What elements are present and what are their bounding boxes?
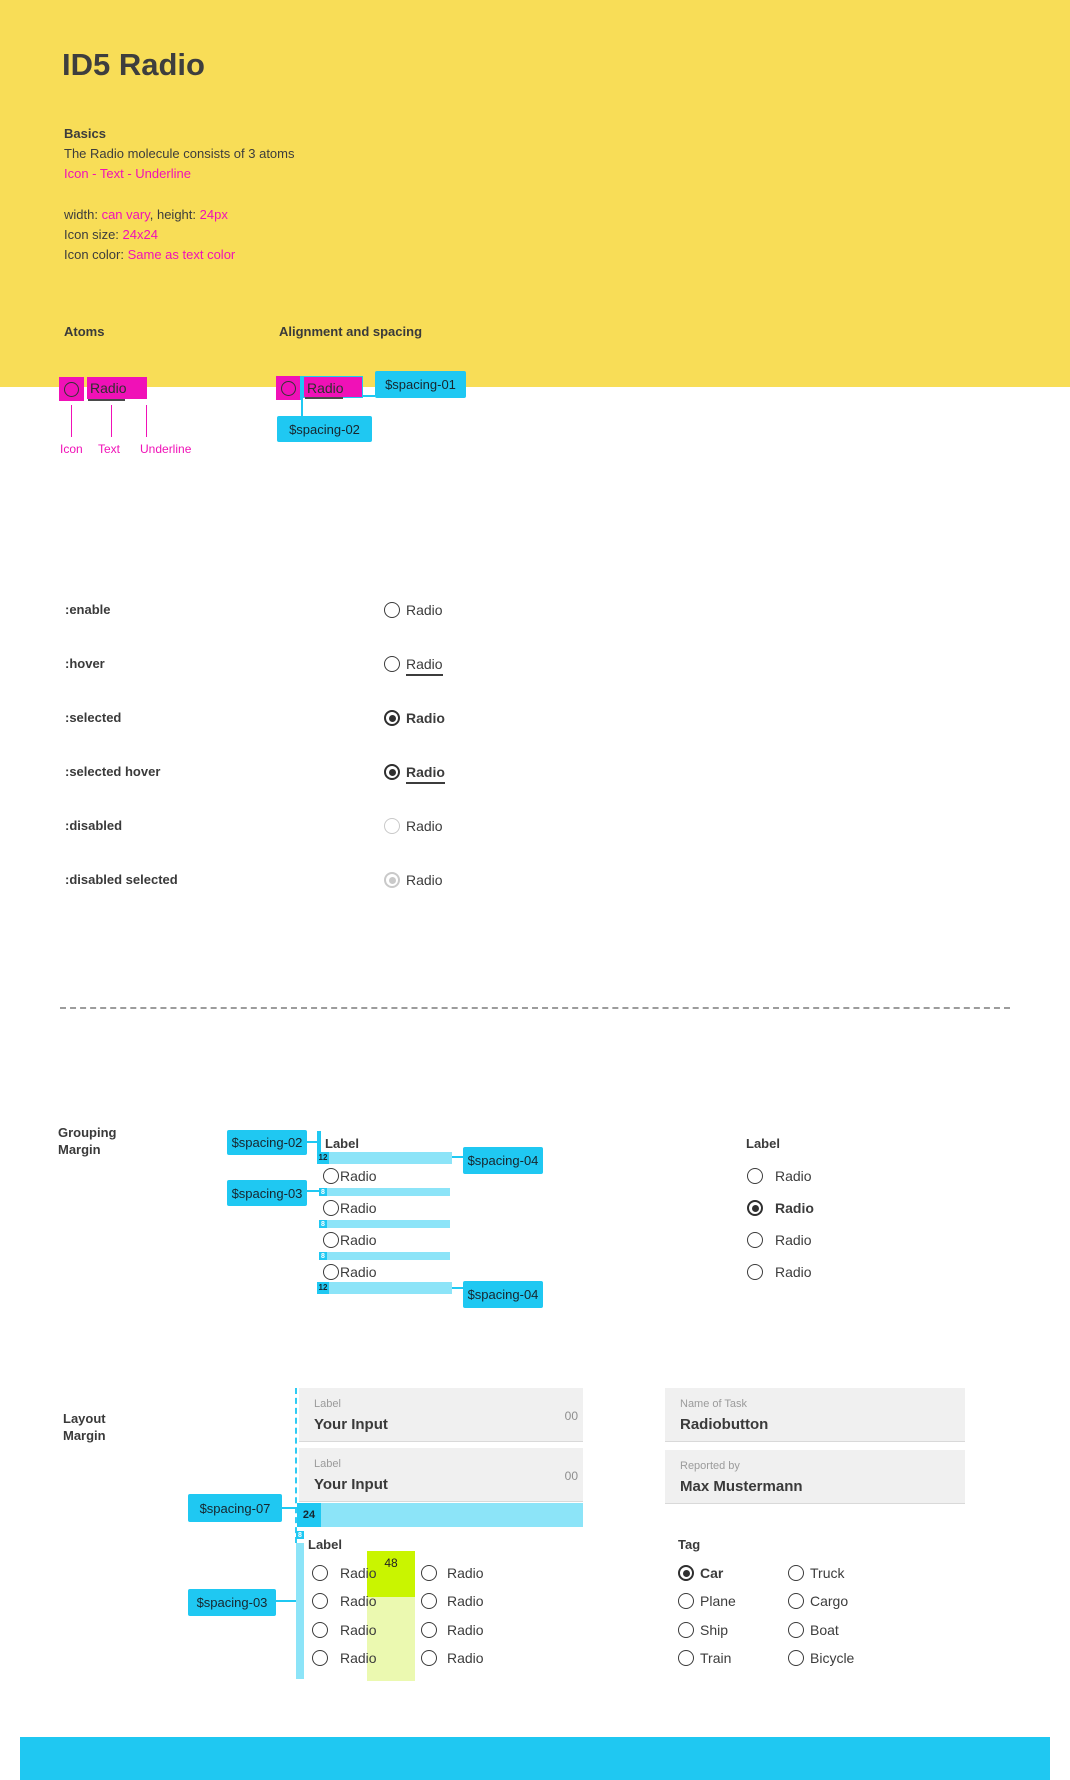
state-name: :disabled — [65, 818, 123, 833]
basics-text: The Radio molecule consists of 3 atoms — [64, 146, 295, 161]
spacing-07-tag: $spacing-07 — [188, 1494, 282, 1522]
callout-label-icon: Icon — [60, 442, 83, 456]
text-segment: , height: — [149, 207, 200, 222]
radio-label[interactable]: Radio — [340, 1622, 377, 1638]
state-row-selected — [0, 707, 1070, 729]
atoms-sample-underline — [88, 399, 125, 401]
input-label: Label — [314, 1458, 341, 1470]
radio-label[interactable]: Radio — [775, 1200, 814, 1216]
radio-label[interactable]: Radio — [775, 1232, 812, 1248]
state-row-hover — [0, 653, 1070, 675]
radio-icon[interactable] — [788, 1650, 804, 1666]
text-segment-highlight: Same as text color — [127, 247, 236, 262]
atoms-heading: Atoms — [64, 324, 105, 339]
text-input[interactable] — [299, 1388, 583, 1442]
radio-label[interactable]: Radio — [340, 1650, 377, 1666]
tag-radio-row — [0, 1562, 1070, 1584]
margin-bar-12 — [317, 1152, 452, 1164]
callout-line — [146, 405, 147, 437]
radio-label[interactable]: Ship — [700, 1622, 729, 1638]
radio-label[interactable]: Radio — [775, 1168, 812, 1184]
input-counter: 00 — [564, 1469, 578, 1483]
state-name: :disabled selected — [65, 872, 178, 887]
callout-label-text: Text — [98, 442, 121, 456]
text-segment-highlight: 24px — [199, 207, 228, 222]
margin-bar-value: 24 — [297, 1503, 321, 1527]
state-row-enable — [0, 599, 1070, 621]
radio-label[interactable]: Radio — [340, 1593, 377, 1609]
radio-icon[interactable] — [788, 1593, 804, 1609]
margin-bar-value: 12 — [318, 1153, 328, 1162]
radio-icon[interactable] — [384, 656, 400, 672]
margin-bar-value: 8 — [296, 1531, 304, 1539]
margin-bar-24 — [321, 1503, 583, 1527]
radio-disabled-icon — [384, 818, 400, 834]
radio-icon[interactable] — [384, 602, 400, 618]
callout-line — [111, 405, 112, 437]
connector-line — [363, 395, 375, 397]
radio-label-underlined[interactable]: Radio — [406, 656, 443, 676]
radio-row — [0, 1229, 1070, 1251]
radio-label[interactable]: Radio — [340, 1232, 377, 1248]
spec-line-icon-size — [64, 225, 158, 245]
spec-line-size — [64, 205, 228, 225]
radio-label: Radio — [406, 818, 443, 834]
margin-bar-value: 8 — [319, 1188, 327, 1196]
alignment-sample-label: Radio — [307, 380, 344, 396]
spec-line-icon-color — [64, 245, 235, 265]
input-value[interactable]: Your Input — [314, 1416, 388, 1433]
spacing-02-tag: $spacing-02 — [277, 416, 372, 442]
margin-bar-12 — [317, 1282, 452, 1294]
alignment-sample-text-box — [303, 376, 363, 398]
state-name: :selected — [65, 710, 122, 725]
atoms-sample-label: Radio — [90, 380, 127, 396]
spacing-02-tag: $spacing-02 — [227, 1130, 307, 1155]
connector-line — [452, 1156, 463, 1158]
radio-label[interactable]: Plane — [700, 1593, 736, 1609]
radio-label[interactable]: Radio — [406, 710, 445, 726]
input-label: Label — [314, 1398, 341, 1410]
state-row-disabled — [0, 815, 1070, 837]
state-name: :hover — [65, 656, 105, 671]
margin-bar-value: 12 — [318, 1283, 328, 1292]
input-value[interactable]: Your Input — [314, 1476, 388, 1493]
radio-label[interactable] — [406, 761, 445, 783]
state-row-selected-hover — [0, 761, 1070, 783]
radio-selected-icon[interactable] — [678, 1565, 694, 1581]
radio-label[interactable]: Radio — [447, 1565, 484, 1581]
input-value[interactable]: Max Mustermann — [680, 1478, 803, 1495]
radio-group-label: Label — [746, 1136, 780, 1151]
radio-disabled-selected-icon — [384, 872, 400, 888]
radio-icon[interactable] — [747, 1232, 763, 1248]
connector-line — [301, 400, 303, 416]
radio-label[interactable]: Radio — [340, 1200, 377, 1216]
reported-by-input[interactable] — [665, 1450, 965, 1504]
radio-label[interactable]: Radio — [340, 1565, 377, 1581]
spacing-04-tag: $spacing-04 — [463, 1147, 543, 1174]
spacing-04-tag: $spacing-04 — [463, 1281, 543, 1308]
state-row-disabled-selected — [0, 869, 1070, 891]
atoms-list-text: Icon - Text - Underline — [64, 166, 191, 181]
radio-label[interactable]: Train — [700, 1650, 732, 1666]
radio-icon — [64, 382, 79, 397]
grouping-heading — [58, 1124, 117, 1158]
alignment-heading: Alignment and spacing — [279, 324, 423, 339]
input-label: Reported by — [680, 1460, 740, 1472]
radio-selected-icon[interactable] — [747, 1200, 763, 1216]
radio-selected-icon[interactable] — [384, 764, 400, 780]
layout-heading-line1: Layout — [63, 1411, 106, 1426]
radio-row — [0, 1261, 1070, 1283]
input-counter: 00 — [564, 1409, 578, 1423]
callout-line — [71, 405, 72, 437]
radio-label[interactable] — [406, 653, 443, 675]
radio-icon[interactable] — [788, 1565, 804, 1581]
name-of-task-input[interactable] — [665, 1388, 965, 1442]
radio-label[interactable]: Radio — [775, 1264, 812, 1280]
connector-line — [452, 1287, 463, 1289]
tag-radio-row — [0, 1590, 1070, 1612]
radio-icon[interactable] — [678, 1593, 694, 1609]
radio-icon[interactable] — [678, 1622, 694, 1638]
text-segment-highlight: 24x24 — [122, 227, 158, 242]
atoms-sample-icon-box — [59, 377, 84, 401]
margin-bar-value: 8 — [319, 1252, 327, 1260]
radio-row — [0, 1165, 1070, 1187]
radio-label[interactable]: Cargo — [810, 1593, 849, 1609]
callout-label-underline: Underline — [140, 442, 192, 456]
radio-label: Radio — [406, 872, 443, 888]
grouping-heading-line2: Margin — [58, 1142, 101, 1157]
radio-label[interactable]: Radio — [447, 1593, 484, 1609]
section-divider — [60, 1007, 1010, 1009]
radio-icon[interactable] — [788, 1622, 804, 1638]
margin-bar-8 — [319, 1252, 450, 1260]
radio-label[interactable]: Truck — [810, 1565, 845, 1581]
spacing-03-tag: $spacing-03 — [188, 1589, 276, 1616]
radio-label[interactable]: Radio — [406, 602, 443, 618]
spacing-01-tag: $spacing-01 — [375, 371, 466, 398]
connector-line — [282, 1507, 297, 1509]
margin-bar-value: 8 — [319, 1220, 327, 1228]
radio-label[interactable]: Bicycle — [810, 1650, 855, 1666]
margin-bar-8 — [319, 1220, 450, 1228]
layout-heading-line2: Margin — [63, 1428, 106, 1443]
width-48-block: 48 — [367, 1551, 415, 1597]
basics-heading: Basics — [64, 126, 106, 141]
text-input[interactable] — [299, 1448, 583, 1502]
radio-label[interactable]: Radio — [447, 1622, 484, 1638]
radio-group-label: Label — [308, 1537, 342, 1552]
radio-row — [0, 1197, 1070, 1219]
grouping-label: Label — [325, 1136, 359, 1151]
radio-icon — [281, 381, 296, 396]
radio-label[interactable]: Radio — [447, 1650, 484, 1666]
state-name: :selected hover — [65, 764, 161, 779]
margin-bar-8 — [319, 1188, 450, 1196]
radio-selected-icon[interactable] — [384, 710, 400, 726]
tag-radio-row — [0, 1647, 1070, 1669]
tag-group-label: Tag — [678, 1537, 701, 1552]
input-value[interactable]: Radiobutton — [680, 1416, 769, 1433]
atoms-sample-text-box — [87, 377, 147, 399]
connector-line — [307, 1190, 319, 1192]
connector-line — [307, 1141, 317, 1143]
alignment-sample-underline — [305, 397, 343, 399]
grouping-heading-line1: Grouping — [58, 1125, 117, 1140]
alignment-sample-icon-box — [276, 376, 300, 400]
layout-heading — [63, 1410, 106, 1444]
radio-icon[interactable] — [747, 1168, 763, 1184]
footer-spacing-bar — [20, 1737, 1050, 1780]
radio-icon[interactable] — [747, 1264, 763, 1280]
text-segment: Icon color: — [64, 247, 128, 262]
radio-label[interactable]: Radio — [340, 1168, 377, 1184]
input-label: Name of Task — [680, 1398, 748, 1410]
radio-label[interactable]: Car — [700, 1565, 724, 1581]
radio-label-underlined[interactable]: Radio — [406, 764, 445, 784]
tag-radio-row — [0, 1619, 1070, 1641]
state-name: :enable — [65, 602, 111, 617]
text-segment: Icon size: — [64, 227, 123, 242]
radio-label[interactable]: Radio — [340, 1264, 377, 1280]
text-segment-highlight: can vary — [101, 207, 150, 222]
page-title: ID5 Radio — [62, 47, 205, 82]
spacing-gap-strip — [317, 1131, 321, 1154]
radio-label[interactable]: Boat — [810, 1622, 839, 1638]
text-segment: width: — [64, 207, 102, 222]
radio-icon[interactable] — [678, 1650, 694, 1666]
spacing-03-tag: $spacing-03 — [227, 1180, 307, 1206]
